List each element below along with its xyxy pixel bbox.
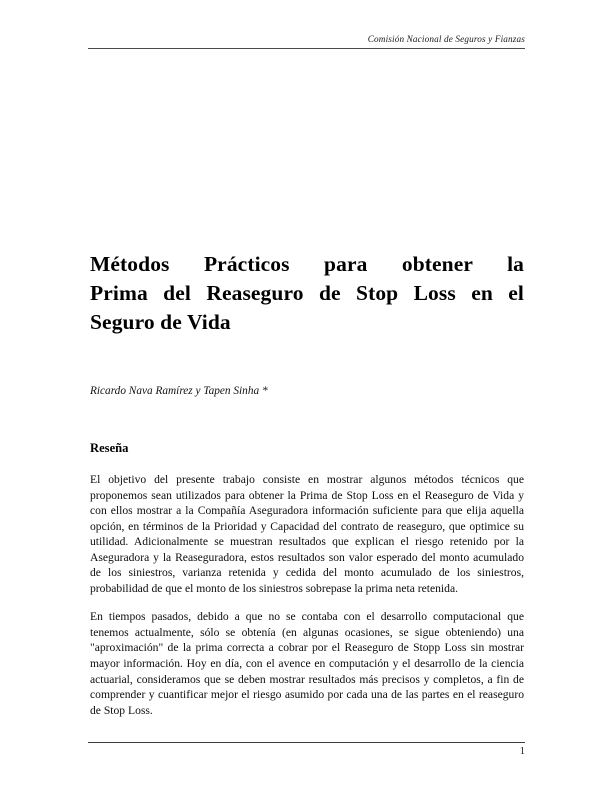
abstract-paragraph-2: En tiempos pasados, debido a que no se contaba con el desarrollo computacional que tenemos actualmente, sólo se obtenía (en algunas ocasiones, se sigue obteniendo) una "aproximación" de la prima correcta a cobrar por el Reaseguro de Stopp Loss sin mostrar mayor información. Hoy en día, con el avence en computación y el desarrollo de la ciencia actuarial, consideramos que se deben mostrar resultados más precisos y completos, a fin de comprender y cuantificar mejor el riesgo asumido por cada una de las partes en el reaseguro de Stop Loss.: [90, 610, 524, 717]
header-divider-rule: [88, 48, 525, 49]
title-line-2: Prima del Reaseguro de Stop Loss en el: [90, 281, 524, 305]
running-header: [88, 33, 525, 45]
page-title: [90, 250, 524, 337]
page-number: 1: [519, 746, 525, 757]
title-line-3: Seguro de Vida: [90, 310, 231, 334]
authors-line: Ricardo Nava Ramírez y Tapen Sinha *: [90, 385, 268, 397]
abstract-body: [90, 472, 524, 718]
abstract-paragraph-1: El objetivo del presente trabajo consiste en mostrar algunos métodos técnicos que proponemos sean utilizados para obtener la Prima de Stop Loss en el Reaseguro de Vida y con ellos mostrar a la Compañía Aseguradora información suficiente para que elija aquella opción, en términos de la Prioridad y Capacidad del contrato de reaseguro, que optimice su utilidad. Adicionalmente se muestran resultados que explican el riesgo retenido por la Aseguradora y la Reaseguradora, estos resultados son valor esperado del monto acumulado de los siniestros, varianza retenida y cedida del monto acumulado de los siniestros, probabilidad de que el monto de los siniestros sobrepase la prima neta retenida.: [90, 473, 524, 595]
section-heading-abstract: Reseña: [90, 441, 129, 455]
footer-divider-rule: [88, 742, 525, 743]
header-institution-text: Comisión Nacional de Seguros y Fianzas: [367, 34, 525, 44]
title-line-1: Métodos Prácticos para obtener la: [90, 252, 524, 276]
